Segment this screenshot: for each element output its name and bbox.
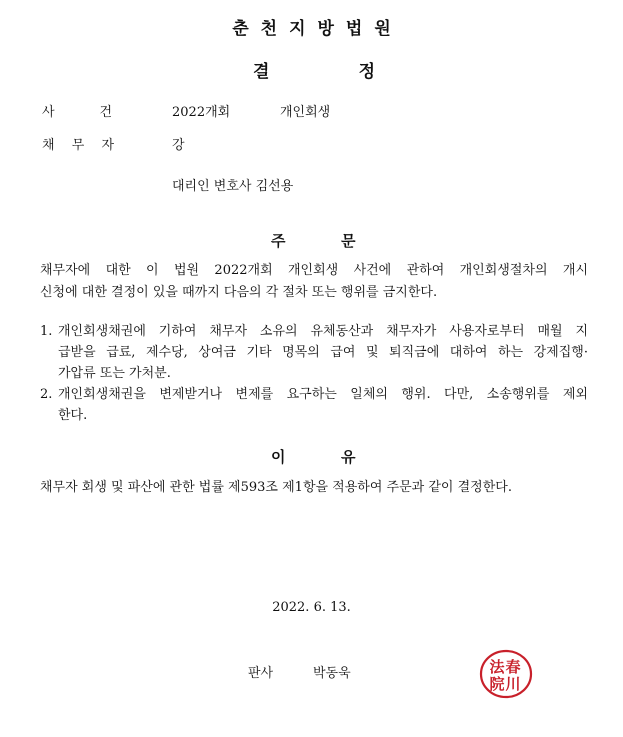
- judge-title: 판사: [248, 666, 274, 681]
- case-type: 개인회생: [280, 105, 331, 120]
- case-label: 사 건: [42, 105, 112, 120]
- svg-text:川: 川: [505, 675, 521, 693]
- court-seal-stamp: [478, 648, 534, 700]
- agent-name: 대리인 변호사 김선용: [172, 179, 294, 194]
- order-item-number: 2.: [40, 387, 53, 402]
- court-name: 춘천지방법원: [232, 19, 403, 39]
- order-heading-right: 문: [341, 232, 356, 250]
- order-item-line: 한다.: [58, 408, 88, 423]
- judge-name: 박동욱: [313, 666, 351, 681]
- order-item-line: 개인회생채권을 변제받거나 변제를 요구하는 일체의 행위. 다만, 소송행위를 제외: [58, 387, 588, 402]
- order-item-line: 급받을 급료, 제수당, 상여금 기타 명목의 급여 및 퇴직금에 대하여 하는 강제집행·: [58, 345, 588, 360]
- case-number: 2022개회: [172, 105, 231, 120]
- decision-date: 2022. 6. 13.: [272, 600, 351, 615]
- svg-text:春: 春: [505, 658, 521, 676]
- document-title-right: 정: [358, 62, 375, 82]
- order-intro-line-2: 신청에 대한 결정이 있을 때까지 다음의 각 절차 또는 행위를 금지한다.: [40, 285, 438, 300]
- order-item-line: 가압류 또는 가처분.: [58, 366, 171, 381]
- document-title-left: 결: [253, 62, 270, 82]
- svg-text:法: 法: [489, 658, 505, 676]
- reason-heading-right: 유: [341, 448, 356, 466]
- order-heading-left: 주: [271, 232, 286, 250]
- order-item-line: 개인회생채권에 기하여 채무자 소유의 유체동산과 채무자가 사용자로부터 매월 지: [58, 324, 588, 339]
- order-intro: [40, 260, 588, 304]
- reason-text: 채무자 회생 및 파산에 관한 법률 제593조 제1항을 적용하여 주문과 같이 결정한다.: [40, 480, 512, 495]
- order-item-number: 1.: [40, 324, 53, 339]
- debtor-label: 채 무 자: [42, 138, 114, 153]
- svg-text:院: 院: [489, 675, 505, 693]
- order-intro-line-1: 채무자에 대한 이 법원 2022개회 개인회생 사건에 관하여 개인회생절차의 개시: [40, 263, 588, 278]
- reason-heading-left: 이: [271, 448, 286, 466]
- debtor-name: 강: [172, 138, 185, 153]
- document-title: [253, 57, 375, 82]
